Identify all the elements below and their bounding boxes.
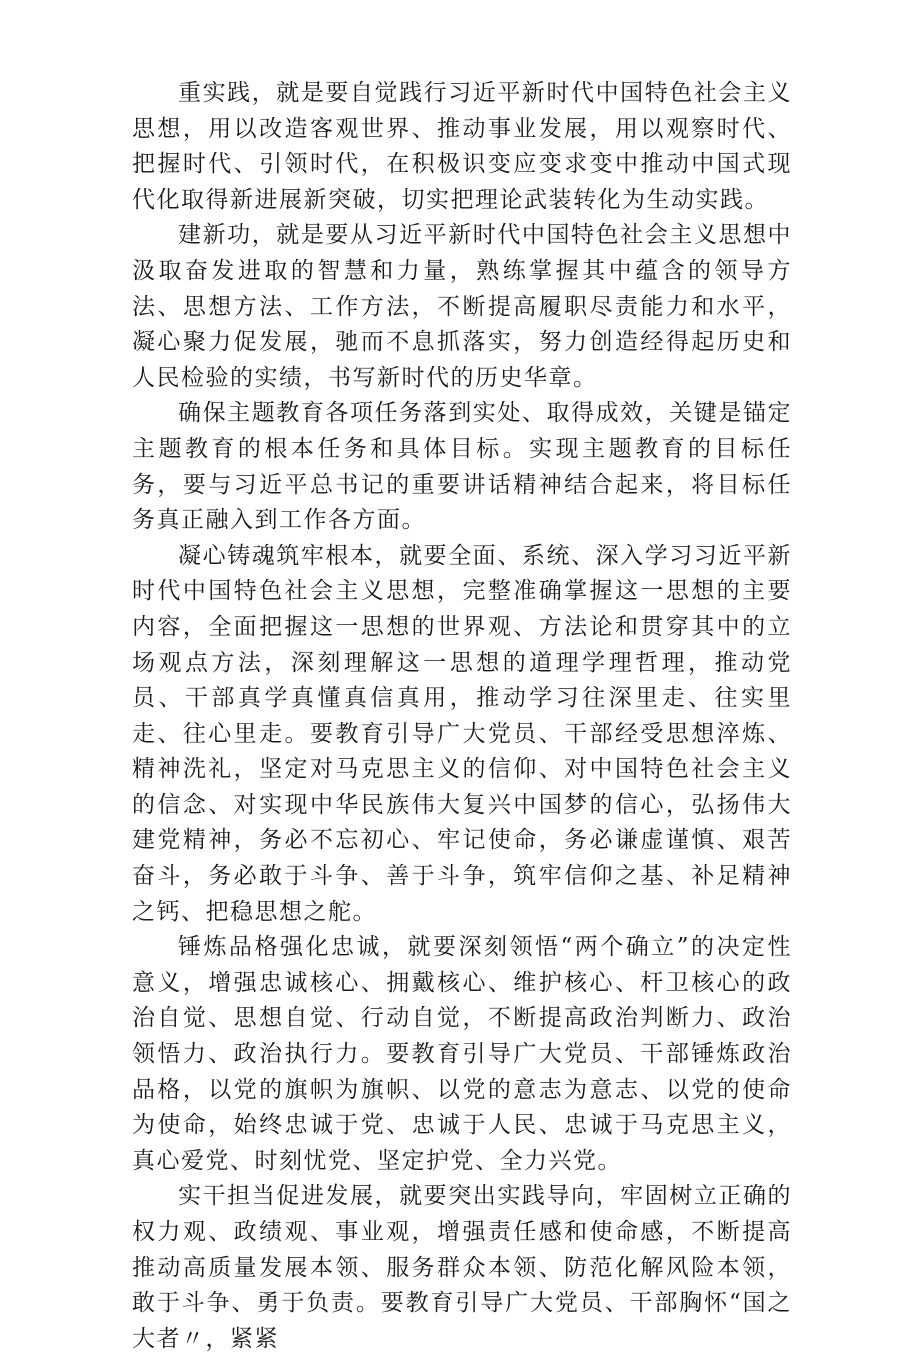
paragraph-forge-soul: 凝心铸魂筑牢根本，就要全面、系统、深入学习习近平新时代中国特色社会主义思想，完整准确掌握这一思想的主要内容，全面把握这一思想的世界观、方法论和贯穿其中的立场观点方法，深刻理解这一思想的道理学理哲理，推动党员、干部真学真懂真信真用，推动学习往深里走、往实里走、往心里走。要教育引导广大党员、干部经受思想淬炼、精神洗礼，坚定对马克思主义的信仰、对中国特色社会主义的信念、对实现中华民族伟大复兴中国梦的信心，弘扬伟大建党精神，务必不忘初心、牢记使命，务必谦虚谨慎、艰苦奋斗，务必敢于斗争、善于斗争，筑牢信仰之基、补足精神之钙、把稳思想之舵。 — [132, 542, 792, 925]
paragraph-development: 实干担当促进发展，就要突出实践导向，牢固树立正确的权力观、政绩观、事业观，增强责任感和使命感，不断提高推动高质量发展本领、服务群众本领、防范化解风险本领，敢于斗争、勇于负责。要教育引导广大党员、干部胸怀“国之大者〃，紧紧 — [132, 1183, 792, 1352]
document-page — [132, 76, 792, 1357]
paragraph-loyalty: 锤炼品格强化忠诚，就要深刻领悟“两个确立”的决定性意义，增强忠诚核心、拥戴核心、维护核心、杆卫核心的政治自觉、思想自觉、行动自觉，不断提高政治判断力、政治领悟力、政治执行力。要教育引导广大党员、干部锤炼政治品格，以党的旗帜为旗帜、以党的意志为意志、以党的使命为使命，始终忠诚于党、忠诚于人民、忠诚于马克思主义，真心爱党、时刻忧党、坚定护党、全力兴党。 — [132, 934, 792, 1174]
paragraph-education-goals: 确保主题教育各项任务落到实处、取得成效，关键是锚定主题教育的根本任务和具体目标。实现主题教育的目标任务，要与习近平总书记的重要讲话精神结合起来，将目标任务真正融入到工作各方面。 — [132, 400, 792, 534]
paragraph-new-achievements: 建新功，就是要从习近平新时代中国特色社会主义思想中汲取奋发进取的智慧和力量，熟练掌握其中蕴含的领导方法、思想方法、工作方法，不断提高履职尽责能力和水平，凝心聚力促发展，驰而不息抓落实，努力创造经得起历史和人民检验的实绩，书写新时代的历史华章。 — [132, 222, 792, 391]
paragraph-practice: 重实践，就是要自觉践行习近平新时代中国特色社会主义思想，用以改造客观世界、推动事业发展，用以观察时代、把握时代、引领时代，在积极识变应变求变中推动中国式现代化取得新进展新突破，切实把理论武装转化为生动实践。 — [132, 80, 792, 213]
